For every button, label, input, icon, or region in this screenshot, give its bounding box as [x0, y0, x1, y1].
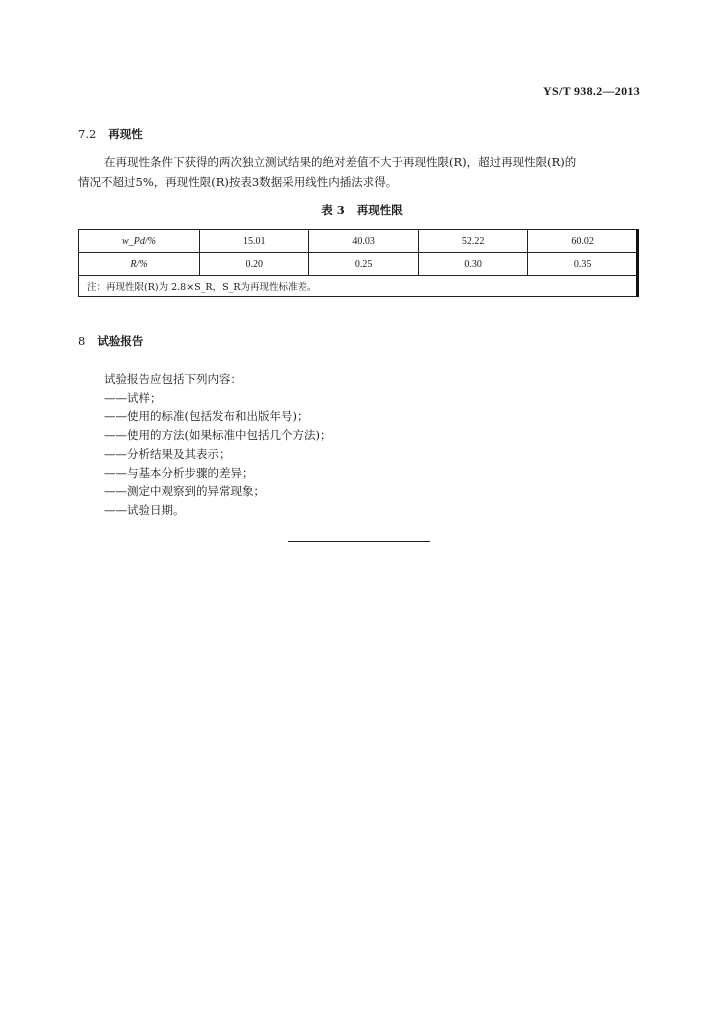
table-cell: 52.22 — [418, 230, 527, 253]
table-note-row — [79, 276, 638, 297]
list-item: ——测定中观察到的异常现象； — [104, 484, 265, 499]
section-number: 8 — [78, 334, 86, 348]
table-cell: 0.35 — [528, 253, 638, 276]
row-header-wpd: w_Pd/% — [79, 230, 200, 253]
section-title: 试验报告 — [97, 334, 144, 348]
table-cell: 0.20 — [200, 253, 309, 276]
test-report-list — [104, 370, 331, 520]
standard-code: YS/T 938.2—2013 — [543, 84, 640, 98]
section-7-2-heading — [78, 126, 143, 142]
paragraph-line: 在再现性条件下获得的两次独立测试结果的绝对差值不大于再现性限(R)，超过再现性限(R)的 — [104, 155, 577, 169]
list-item: ——使用的标准(包括发布和出版年号)； — [104, 409, 309, 424]
section-8-heading — [78, 333, 143, 349]
table-cell: 60.02 — [528, 230, 638, 253]
table-cell: 0.30 — [418, 253, 527, 276]
list-intro: 试验报告应包括下列内容： — [104, 372, 242, 386]
table-cell: 40.03 — [309, 230, 418, 253]
list-item: ——试样； — [104, 390, 162, 405]
list-item: ——试验日期。 — [104, 502, 185, 517]
table-cell: 0.25 — [309, 253, 418, 276]
table-note: 注：再现性限(R)为 2.8×S_R，S_R为再现性标准差。 — [79, 276, 638, 297]
table-label: 表 3 — [321, 203, 345, 217]
table-caption — [0, 202, 724, 218]
table-title: 再现性限 — [356, 203, 403, 217]
list-item: ——与基本分析步骤的差异； — [104, 465, 254, 480]
section-number: 7.2 — [78, 127, 97, 141]
table-right-border — [636, 229, 639, 297]
end-of-document-rule — [288, 541, 430, 542]
table-row — [79, 253, 638, 276]
section-title: 再现性 — [108, 127, 143, 141]
table-cell: 15.01 — [200, 230, 309, 253]
paragraph-line: 情况不超过5%，再现性限(R)按表3数据采用线性内插法求得。 — [78, 175, 398, 189]
table-row — [79, 230, 638, 253]
list-item: ——分析结果及其表示； — [104, 446, 231, 461]
section-7-2-paragraph — [78, 152, 642, 192]
reproducibility-table — [78, 229, 638, 297]
row-header-r: R/% — [79, 253, 200, 276]
list-item: ——使用的方法(如果标准中包括几个方法)； — [104, 428, 332, 443]
